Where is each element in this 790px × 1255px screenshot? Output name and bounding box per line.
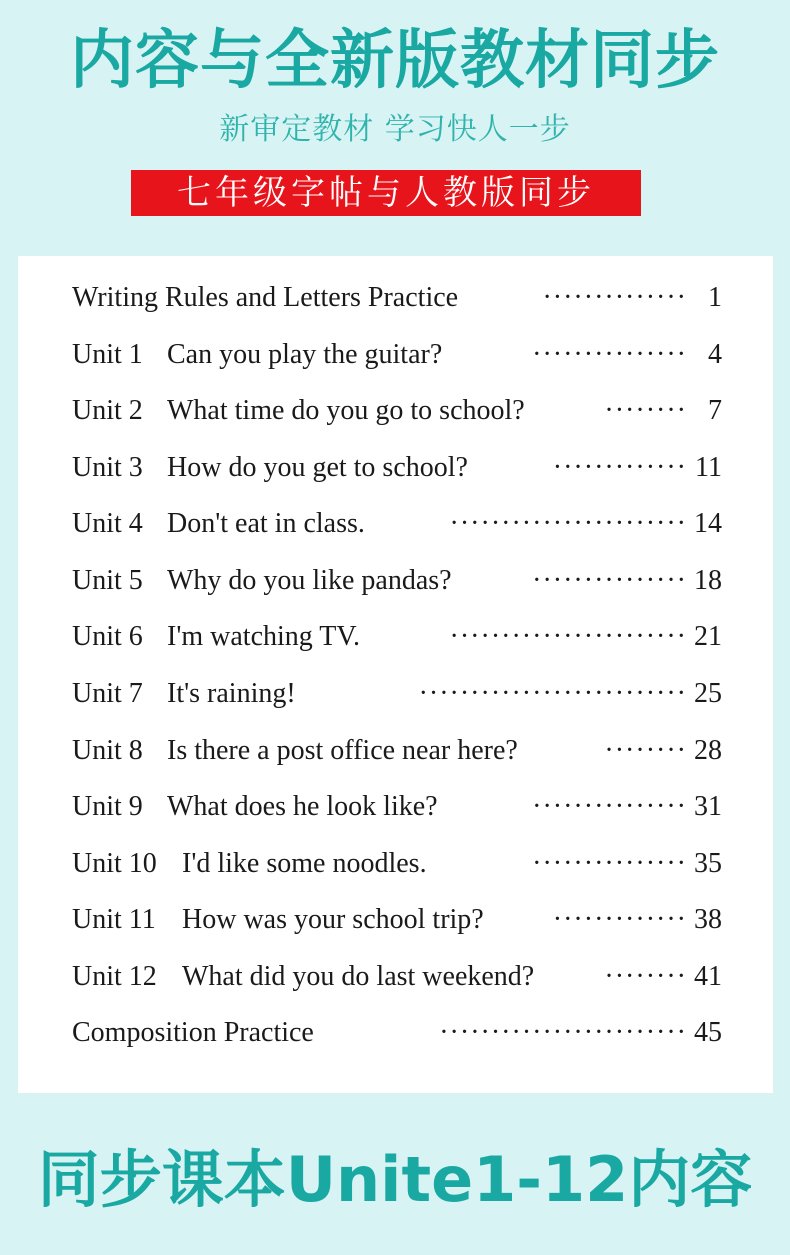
toc-unit: Unit 9 [72, 791, 143, 822]
toc-title: Writing Rules and Letters Practice [72, 282, 459, 313]
toc-page-number: 41 [694, 961, 722, 992]
toc-page-number: 18 [694, 565, 722, 596]
toc-row [72, 898, 722, 942]
toc-leader-dots: ························ [439, 1017, 687, 1048]
toc-row [72, 729, 722, 773]
toc-row [72, 389, 722, 433]
toc-page-number: 38 [694, 904, 722, 935]
toc-title: Is there a post office near here? [167, 735, 518, 766]
toc-title: I'd like some noodles. [182, 848, 427, 879]
toc-title: What did you do last weekend? [182, 961, 535, 992]
toc-page-number: 14 [694, 508, 722, 539]
toc-leader-dots: ··············· [532, 848, 687, 879]
toc-page-number: 28 [694, 735, 722, 766]
toc-page-number: 45 [694, 1017, 722, 1048]
toc-page-number: 35 [694, 848, 722, 879]
toc-row [72, 502, 722, 546]
toc-row [72, 672, 722, 716]
toc-leader-dots: ······················· [449, 621, 687, 652]
toc-title: I'm watching TV. [167, 621, 360, 652]
toc-title: What time do you go to school? [167, 395, 525, 426]
toc-leader-dots: ········ [604, 735, 687, 766]
toc-unit: Unit 10 [72, 848, 157, 879]
toc-row [72, 333, 722, 377]
toc-page-number: 21 [694, 621, 722, 652]
toc-row [72, 446, 722, 490]
toc-title: How was your school trip? [182, 904, 484, 935]
toc-row [72, 559, 722, 603]
toc-leader-dots: ··············· [532, 565, 687, 596]
toc-unit: Unit 1 [72, 339, 143, 370]
toc-page-number: 7 [708, 395, 722, 426]
headline: 内容与全新版教材同步 [70, 24, 720, 98]
toc-title: It's raining! [167, 678, 296, 709]
toc-unit: Unit 2 [72, 395, 143, 426]
toc-row [72, 955, 722, 999]
toc-page-number: 11 [695, 452, 722, 483]
toc-title: Can you play the guitar? [167, 339, 443, 370]
toc-title: What does he look like? [167, 791, 438, 822]
toc-unit: Unit 8 [72, 735, 143, 766]
toc-row [72, 615, 722, 659]
toc-row [72, 785, 722, 829]
toc-page-number: 25 [694, 678, 722, 709]
toc-unit: Unit 5 [72, 565, 143, 596]
toc-title: Why do you like pandas? [167, 565, 452, 596]
subheadline: 新审定教材 学习快人一步 [219, 112, 571, 147]
toc-leader-dots: ············· [552, 452, 687, 483]
toc-title: How do you get to school? [167, 452, 468, 483]
toc-page-number: 1 [708, 282, 722, 313]
toc-leader-dots: ··············· [532, 791, 687, 822]
toc-page-number: 4 [708, 339, 722, 370]
toc-row [72, 842, 722, 886]
toc-unit: Unit 4 [72, 508, 143, 539]
toc-leader-dots: ········ [604, 961, 687, 992]
toc-unit: Unit 7 [72, 678, 143, 709]
toc-unit: Unit 3 [72, 452, 143, 483]
toc-leader-dots: ·························· [418, 678, 687, 709]
toc-page-number: 31 [694, 791, 722, 822]
toc-title: Composition Practice [72, 1017, 314, 1048]
table-of-contents [18, 256, 773, 1093]
footer-title: 同步课本Unite1-12内容 [37, 1143, 753, 1216]
toc-title: Don't eat in class. [167, 508, 365, 539]
toc-leader-dots: ······················· [449, 508, 687, 539]
toc-row [72, 1011, 722, 1055]
toc-leader-dots: ········ [604, 395, 687, 426]
toc-row [72, 276, 722, 320]
toc-leader-dots: ··············· [532, 339, 687, 370]
toc-unit: Unit 12 [72, 961, 157, 992]
toc-unit: Unit 11 [72, 904, 156, 935]
grade-banner: 七年级字帖与人教版同步 [131, 170, 641, 216]
toc-leader-dots: ············· [552, 904, 687, 935]
toc-unit: Unit 6 [72, 621, 143, 652]
toc-leader-dots: ·············· [542, 282, 687, 313]
